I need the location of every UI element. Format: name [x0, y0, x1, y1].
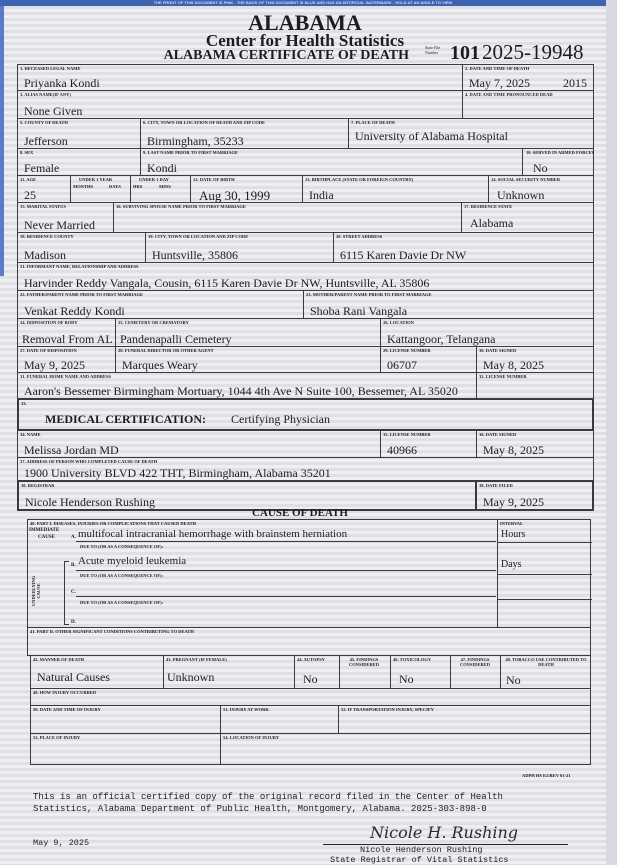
field-label: 41. PART II. OTHER SIGNIFICANT CONDITIONS CONTRIBUTING TO DEATH: [30, 629, 194, 634]
field-under-1-year: [70, 175, 131, 203]
field-label: 3. ALIAS NAME(IF ANY): [20, 92, 71, 97]
security-banner: THE FRONT OF THIS DOCUMENT IS PINK - THE BACK OF THIS DOCUMENT IS BLUE AND HAS AN ARTIFICIAL WATERMARK - HOLD AT AN ANGLE TO VIEW: [0, 0, 606, 6]
field-label: 32. LICENSE NUMBER: [479, 374, 527, 379]
cause-part1: [27, 519, 591, 628]
field-label: 8. SEX: [20, 150, 34, 155]
field-label: UNDER 1 YEAR: [79, 177, 113, 182]
field-surviving-spouse: [113, 202, 462, 233]
field-county-of-death: [17, 118, 141, 149]
field-value: Venkat Reddy Kondi: [24, 304, 125, 318]
field-label: UNDER 1 DAY: [139, 177, 169, 182]
field-label: 29. LICENSE NUMBER: [383, 348, 431, 353]
field-label: 14. SOCIAL SECURITY NUMBER: [491, 177, 561, 182]
field-value: Unknown: [167, 670, 215, 684]
field-cemetery: [115, 318, 381, 347]
cause-line: [76, 541, 496, 542]
field-value: Pandenapalli Cemetery: [120, 332, 232, 346]
field-value: May 9, 2025: [483, 495, 544, 509]
interval-column: [497, 520, 592, 627]
field-label: 6. CITY, TOWN OR LOCATION OF DEATH AND ZIP CODE: [143, 120, 265, 125]
field-value: 25: [24, 188, 36, 202]
field-label: 37. ADDRESS OF PERSON WHO COMPLETED CAUSE OF DEATH: [20, 459, 158, 464]
field-value: May 8, 2025: [483, 443, 544, 457]
field-value: Melissa Jordan MD: [24, 443, 119, 457]
field-label: 35. LICENSE NUMBER: [383, 432, 431, 437]
field-value: MEDICAL CERTIFICATION:: [45, 412, 207, 426]
field-certifier-name: [17, 430, 381, 458]
field-label: 46. TOXICOLOGY: [393, 657, 432, 662]
field-funeral-home: [17, 372, 477, 399]
field-value: Days: [501, 559, 522, 570]
field-label: HRS: [133, 184, 143, 189]
field-deceased-name: [17, 64, 463, 91]
cause-line: [76, 570, 496, 571]
cause-a: multifocal intracranial hemorrhage with brainstem herniation: [78, 528, 348, 540]
field-armed-forces: [522, 148, 594, 176]
field-value: India: [309, 188, 334, 202]
field-value: May 9, 2025: [24, 358, 85, 372]
field-label: 23. MOTHER/PARENT NAME PRIOR TO FIRST MARRIAGE: [306, 292, 432, 297]
field-autopsy-findings: [339, 655, 391, 689]
issue-date: May 9, 2025: [33, 838, 90, 848]
field-label: 18. RESIDENCE COUNTY: [20, 234, 74, 239]
field-autopsy: [294, 655, 340, 689]
field-value: Natural Causes: [37, 670, 110, 684]
field-value: No: [399, 672, 414, 686]
field-value: Alabama: [470, 216, 514, 230]
field-label: 22. FATHER/PARENT NAME PRIOR TO FIRST MARRIAGE: [20, 292, 144, 297]
field-marital-status: [17, 202, 114, 233]
field-label: IMMEDIATE: [29, 528, 60, 533]
field-label: 33.: [21, 401, 27, 406]
field-label: DUE TO (OR AS A CONSEQUENCE OF):: [80, 573, 164, 578]
cause-part2: [27, 627, 591, 656]
field-label: 13. BIRTHPLACE (STATE OR FOREIGN COUNTRY): [305, 177, 414, 182]
registrar-name: Nicole Henderson Rushing: [360, 845, 483, 855]
field-pregnant: [163, 655, 295, 689]
field-value: Never Married: [24, 218, 95, 232]
field-value: Priyanka Kondi: [24, 76, 100, 90]
field-label: 11. AGE: [20, 177, 37, 182]
field-label: CAUSE: [38, 535, 55, 540]
field-mother-name: [303, 290, 594, 319]
field-location: [380, 318, 594, 347]
field-date-of-disposition: [17, 346, 116, 373]
field-value: None Given: [24, 104, 83, 118]
field-value: May 7, 2025: [469, 76, 530, 90]
field-value: No: [533, 161, 548, 175]
field-tobacco-use: [500, 655, 591, 689]
field-injury-at-work: [220, 705, 339, 734]
field-value: Kondi: [147, 161, 177, 175]
field-value: Aaron's Bessemer Birmingham Mortuary, 1044 4th Ave N Suite 100, Bessemer, AL 35020: [24, 384, 458, 398]
state-title: ALABAMA: [248, 10, 362, 35]
field-date-pronounced: [462, 90, 594, 119]
field-value: Marques Weary: [122, 358, 198, 372]
field-value: Removal From AL: [22, 332, 113, 346]
field-toxicology: [390, 655, 451, 689]
field-value: Madison: [24, 248, 66, 262]
field-city-of-death: [140, 118, 349, 149]
field-label: 34. NAME: [20, 432, 41, 437]
cause-of-death-title: CAUSE OF DEATH: [252, 507, 348, 519]
field-label: 1. DECEASED LEGAL NAME: [20, 66, 81, 71]
field-label: DAYS: [109, 184, 121, 189]
field-transportation-injury: [338, 705, 591, 734]
field-value: 2015: [563, 76, 587, 90]
field-certifier-license: [380, 430, 477, 458]
field-value: Unknown: [497, 188, 545, 202]
field-value: No: [506, 673, 521, 687]
field-label: 26. LOCATION: [383, 320, 414, 325]
certified-copy-line-2: Statistics, Alabama Department of Public Health, Montgomery, Alabama. 2025-303-898-0: [33, 804, 487, 814]
field-maiden-name: [140, 148, 523, 176]
field-label: 40. PART I. DISEASES, INJURIES OR COMPLICATIONS THAT CAUSED DEATH: [30, 521, 197, 526]
field-disposition: [17, 318, 116, 347]
field-how-injury-occurred: [30, 688, 591, 706]
field-value: 6115 Karen Davie Dr NW: [340, 248, 467, 262]
field-label: 16. SURVIVING SPOUSE NAME PRIOR TO FIRST MARRIAGE: [116, 204, 246, 209]
field-label: MONTHS: [73, 184, 94, 189]
field-father-name: [17, 290, 304, 319]
field-date-of-death: [462, 64, 594, 91]
cause-line: [498, 599, 592, 600]
field-label: 10. SERVED IN ARMED FORCES: [526, 150, 595, 155]
field-value: Hours: [501, 529, 526, 540]
field-residence-city: [145, 232, 334, 263]
field-place-of-death: [348, 118, 594, 149]
field-alias: [17, 90, 463, 119]
field-place-of-injury: [30, 733, 221, 765]
field-label: 36. DATE SIGNED: [479, 432, 517, 437]
field-medical-certification: [17, 398, 594, 431]
file-number-prefix: 101: [450, 42, 480, 64]
field-label: 24. DISPOSITION OF BODY: [20, 320, 78, 325]
field-value: Birmingham, 35233: [147, 134, 244, 148]
field-label: 30. DATE SIGNED: [479, 348, 517, 353]
field-label: 54. LOCATION OF INJURY: [223, 735, 280, 740]
field-ssn: [488, 175, 594, 203]
field-value: Shoba Rani Vangala: [310, 304, 408, 318]
field-value: Certifying Physician: [231, 412, 330, 426]
field-label: 39. DATE FILED: [479, 483, 513, 488]
field-label: 49. HOW INJURY OCCURRED: [33, 690, 97, 695]
field-funeral-home-license: [476, 372, 594, 399]
underlying-cause-label: UNDERLYING CAUSE: [31, 575, 41, 606]
underlying-bracket: [64, 561, 69, 625]
field-label: A.: [71, 535, 76, 540]
field-label: INTERVAL: [500, 521, 524, 526]
field-funeral-director: [115, 346, 381, 373]
field-value: Kattangoor, Telangana: [387, 332, 496, 346]
field-label: 43. PREGNANT (IF FEMALE): [166, 657, 227, 662]
field-funeral-date-signed: [476, 346, 594, 373]
field-label: 44. AUTOPSY: [297, 657, 325, 662]
field-date-of-birth: [190, 175, 303, 203]
field-certifier-address: [17, 457, 594, 481]
field-label: 12. DATE OF BIRTH: [193, 177, 235, 182]
field-label: D.: [71, 620, 76, 625]
cause-b: Acute myeloid leukemia: [78, 555, 187, 567]
field-value: Harvinder Reddy Vangala, Cousin, 6115 Karen Davie Dr NW, Huntsville, AL 35806: [24, 276, 430, 290]
field-value: No: [303, 672, 318, 686]
field-label: 15. MARITAL STATUS: [20, 204, 66, 209]
field-label: 45. FINDINGS CONSIDERED: [348, 657, 379, 667]
field-label: 48. TOBACCO USE CONTRIBUTED TO DEATH: [505, 657, 587, 667]
field-label: 21. INFORMANT NAME, RELATIONSHIP AND ADDRESS: [20, 264, 139, 269]
field-value: Nicole Henderson Rushing: [25, 495, 155, 509]
field-informant: [17, 262, 594, 291]
field-label: 31. FUNERAL HOME NAME AND ADDRESS: [20, 374, 112, 379]
field-date-of-injury: [30, 705, 221, 734]
field-certifier-date-signed: [476, 430, 594, 458]
field-label: 7. PLACE OF DEATH: [351, 120, 395, 125]
field-label: 27. DATE OF DISPOSITION: [20, 348, 77, 353]
field-manner-of-death: [30, 655, 164, 689]
field-label: 19. CITY, TOWN OR LOCATION AND ZIP CODE: [148, 234, 249, 239]
field-label: 28. FUNERAL DIRECTOR OR OTHER AGENT: [118, 348, 214, 353]
field-value: Huntsville, 35806: [152, 248, 238, 262]
field-label: DUE TO (OR AS A CONSEQUENCE OF):: [80, 544, 164, 549]
cause-line: [76, 596, 496, 597]
field-label: 9. LAST NAME PRIOR TO FIRST MARRIAGE: [143, 150, 239, 155]
field-toxicology-findings: [450, 655, 501, 689]
field-label: C.: [71, 590, 76, 595]
field-label: 47. FINDINGS CONSIDERED: [459, 657, 490, 667]
field-sex: [17, 148, 141, 176]
field-label: 2. DATE AND TIME OF DEATH: [465, 66, 530, 71]
field-label: 50. DATE AND TIME OF INJURY: [33, 707, 101, 712]
field-label: 42. MANNER OF DEATH: [33, 657, 84, 662]
field-label: 53. PLACE OF INJURY: [33, 735, 81, 740]
registrar-title: State Registrar of Vital Statistics: [330, 855, 509, 865]
field-birthplace: [302, 175, 489, 203]
field-label: 17. RESIDENCE STATE: [464, 204, 513, 209]
file-number-label: State File Number: [425, 45, 441, 55]
registrar-signature: Nicole H. Rushing: [370, 823, 519, 842]
form-code: ADPH HS E2/REV 01-21: [522, 773, 571, 778]
field-label: 52. IF TRANSPORTATION INJURY, SPECIFY: [341, 707, 434, 712]
field-value: Female: [24, 161, 60, 175]
field-label: 20. STREET ADDRESS: [336, 234, 383, 239]
field-street-address: [333, 232, 594, 263]
field-label: 38. REGISTRAR: [21, 483, 55, 488]
field-label: 51. INJURY AT WORK: [223, 707, 269, 712]
field-label: 4. DATE AND TIME PRONOUNCED DEAD: [465, 92, 553, 97]
field-label: B.: [71, 563, 76, 568]
certified-copy-line-1: This is an official certified copy of the original record filed in the Center of Health: [33, 792, 503, 802]
field-label: MINS: [159, 184, 171, 189]
field-value: University of Alabama Hospital: [355, 129, 508, 143]
field-location-of-injury: [220, 733, 591, 765]
field-value: 06707: [387, 358, 417, 372]
field-under-1-day: [130, 175, 191, 203]
cause-line: [498, 542, 592, 543]
field-label: 25. CEMETERY OR CREMATORY: [118, 320, 189, 325]
field-age: [17, 175, 71, 203]
field-value: 40966: [387, 443, 417, 457]
field-value: 1900 University BLVD 422 THT, Birmingham, Alabama 35201: [24, 466, 331, 480]
cause-line: [498, 574, 592, 575]
field-residence-county: [17, 232, 146, 263]
field-label: DUE TO (OR AS A CONSEQUENCE OF):: [80, 600, 164, 605]
field-label: 5. COUNTY OF DEATH: [20, 120, 68, 125]
certificate-title: ALABAMA CERTIFICATE OF DEATH: [163, 48, 409, 63]
field-value: Aug 30, 1999: [199, 188, 271, 203]
field-residence-state: [461, 202, 594, 233]
center-title: Center for Health Statistics: [205, 31, 405, 50]
field-value: Jefferson: [24, 134, 68, 148]
field-value: May 8, 2025: [483, 358, 544, 372]
file-number: 2025-19948: [482, 40, 584, 64]
field-funeral-license: [380, 346, 477, 373]
